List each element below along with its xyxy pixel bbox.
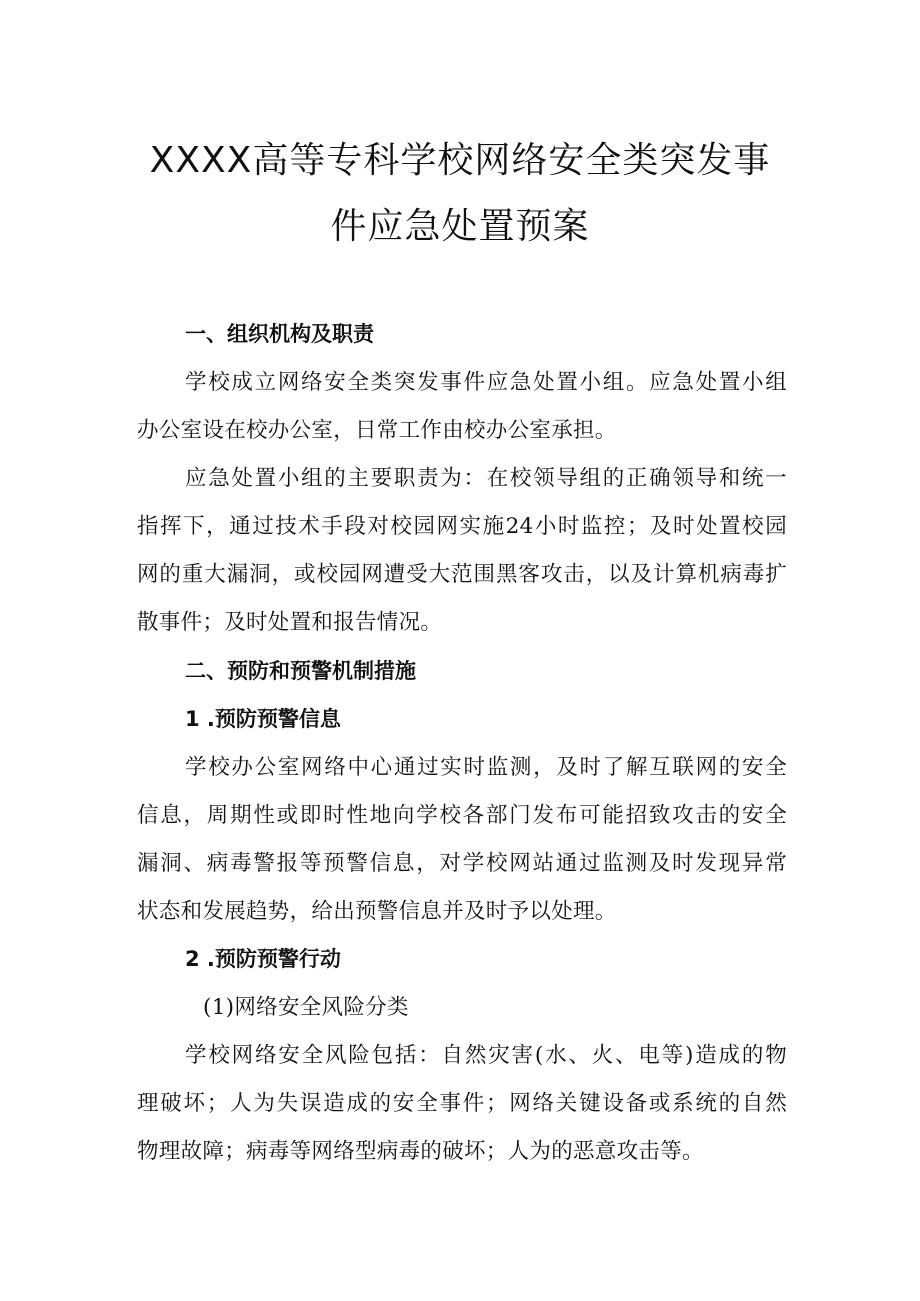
section-2-paragraph-1-line-4: 状态和发展趋势，给出预警信息并及时予以处理。: [137, 899, 617, 924]
section-2-paragraph-2-line-1: 学校网络安全风险包括：自然灾害(水、火、电等)造成的物: [185, 1043, 787, 1068]
subsection-1-heading: 1 .预防预警信息: [185, 707, 341, 731]
section-2-paragraph-1-line-1: 学校办公室网络中心通过实时监测，及时了解互联网的安全: [185, 755, 787, 780]
section-2-paragraph-2-line-2: 理破坏；人为失误造成的安全事件；网络关键设备或系统的自然: [137, 1091, 787, 1116]
section-1-paragraph-2-line-3: 网的重大漏洞，或校园网遭受大范围黑客攻击，以及计算机病毒扩: [137, 562, 787, 587]
section-1-paragraph-2-line-2: 指挥下，通过技术手段对校园网实施24小时监控；及时处置校园: [137, 514, 787, 539]
section-2-heading: 二、预防和预警机制措施: [185, 659, 416, 683]
section-1-paragraph-2-line-4: 散事件；及时处置和报告情况。: [137, 610, 443, 635]
section-2-paragraph-2-line-3: 物理故障；病毒等网络型病毒的破坏；人为的恶意攻击等。: [137, 1139, 704, 1164]
section-2-paragraph-1-line-2: 信息，周期性或即时性地向学校各部门发布可能招致攻击的安全: [137, 803, 787, 828]
document-title-line-2: 件应急处置预案: [330, 206, 590, 247]
section-1-paragraph-1-line-2: 办公室设在校办公室，日常工作由校办公室承担。: [137, 418, 617, 443]
section-1-paragraph-1-line-1: 学校成立网络安全类突发事件应急处置小组。应急处置小组: [185, 370, 787, 395]
document-title-line-1: XXXX高等专科学校网络安全类突发事: [149, 140, 771, 181]
subsection-2-heading: 2 .预防预警行动: [185, 947, 341, 971]
section-1-heading: 一、组织机构及职责: [185, 322, 374, 346]
section-2-paragraph-1-line-3: 漏洞、病毒警报等预警信息，对学校网站通过监测及时发现异常: [137, 851, 787, 876]
section-1-paragraph-2-line-1: 应急处置小组的主要职责为：在校领导组的正确领导和统一: [185, 466, 787, 491]
item-1-heading: (1)网络安全风险分类: [203, 995, 409, 1020]
